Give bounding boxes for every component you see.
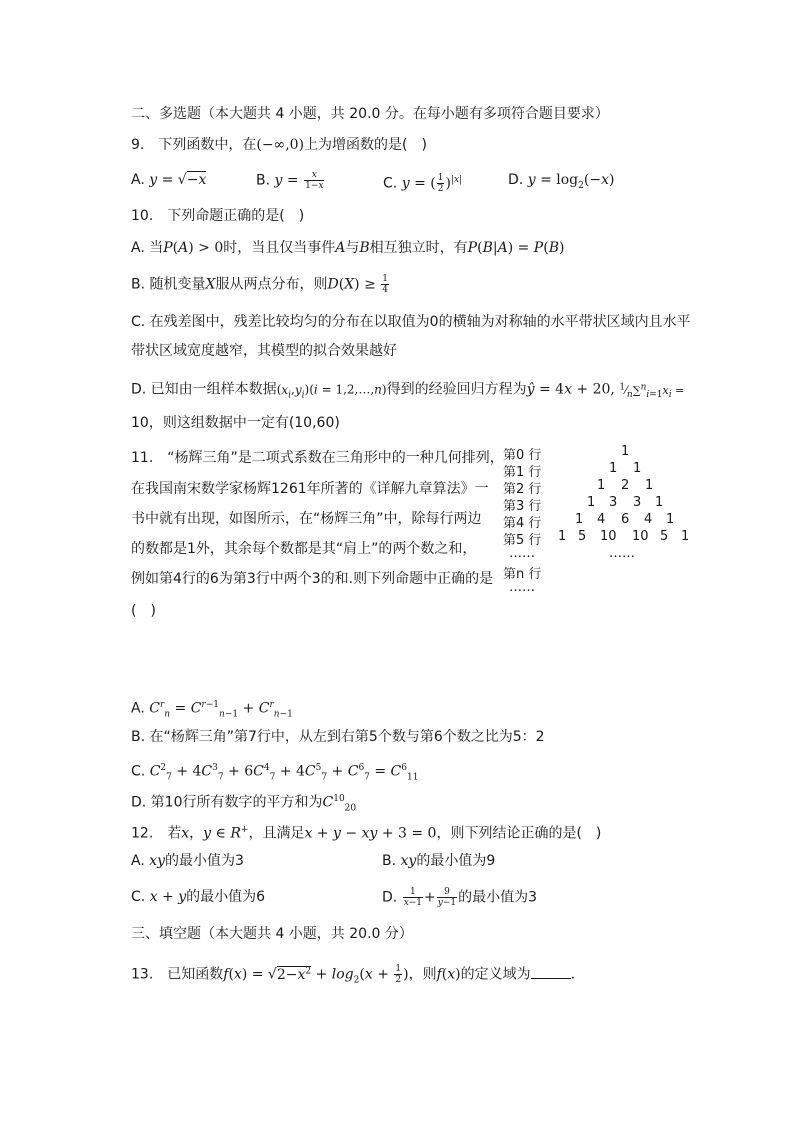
question-11-line2: 在我国南宋数学家杨辉1261年所著的《详解九章算法》一 (131, 481, 489, 497)
question-10-option-c-line2: 带状区域宽度越窄，其模型的拟合效果越好 (131, 343, 397, 359)
triangle-row-label: 第3 行 (503, 499, 542, 514)
question-12-option-d: D. $\frac{1}{x-1}$ + $\frac{9}{y-1}$ 的最小值为3 (382, 887, 538, 908)
triangle-number: 1 (621, 444, 630, 459)
triangle-number: 3 (609, 495, 618, 510)
triangle-row-label: 第1 行 (503, 465, 542, 480)
triangle-number: 1 (655, 495, 664, 510)
answer-blank[interactable] (531, 964, 571, 979)
question-12-option-b: B. xy的最小值为9 (382, 853, 496, 869)
question-9-option-c: C. y = ( $\frac{1}{2}$ )$^{|x|}$ (383, 173, 463, 195)
question-11-option-d: D. 第10行所有数字的平方和为$C^{10}_{20}$ (131, 794, 357, 814)
question-11-option-c: C. $C^2_7 + 4C^3_7 + 6C^4_7 + 4C^5_7 + C^6_7 = C^6_{11}$ (131, 763, 419, 783)
triangle-row-label: …… (509, 546, 535, 561)
question-9-option-a: A. y = √−x (131, 172, 207, 188)
question-10-option-a: A. 当P(A) > 0时，当且仅当事件A与B相互独立时，有P(B|A) = P(B) (131, 240, 565, 256)
question-13-stem: 13. 已知函数$f(x) = √2-x^2 + \log_2(x$ + $\frac{1}{2}$ )，则f(x)的定义域为 ． (131, 964, 585, 986)
triangle-number: 4 (597, 512, 606, 527)
question-11-line6: ( ) (131, 603, 156, 619)
section-3-header: 三、填空题（本大题共 4 小题，共 20.0 分） (131, 926, 413, 942)
yanghui-triangle-figure (503, 444, 703, 604)
triangle-row-label: 第0 行 (503, 448, 542, 463)
question-10-stem: 10. 下列命题正确的是( ) (131, 208, 305, 224)
question-12-option-c: C. x + y的最小值为6 (131, 889, 266, 905)
question-11-line4: 的数都是1外，其余每个数都是其“肩上”的两个数之和， (131, 541, 477, 557)
question-11-option-a: A. $C^r_n = C^{r-1}_{n-1} + C^r_{n-1}$ (131, 700, 293, 720)
question-10-option-b: B. 随机变量X服从两点分布，则D(X) ≥ $\frac{1}{4}$ (131, 274, 388, 295)
triangle-number: 10 (632, 529, 649, 544)
question-11-line1: 11. “杨辉三角”是二项式系数在三角形中的一种几何排列， (131, 450, 504, 466)
triangle-number: 1 (587, 495, 596, 510)
question-10-option-d-line1: D. 已知由一组样本数据$(x_i,y_i)(i$ = 1,2,…,n)得到的经验回归方程为ŷ = 4x + 20, $^1⁄_n\sum^n_{i=1}x_i$ = (131, 381, 685, 401)
triangle-number: 2 (621, 478, 630, 493)
triangle-number: 1 (597, 478, 606, 493)
triangle-number: 4 (644, 512, 653, 527)
question-11-line5: 例如第4行的6为第3行中两个3的和.则下列命题中正确的是 (131, 571, 494, 587)
triangle-row-label: 第2 行 (503, 482, 542, 497)
triangle-number: 10 (600, 529, 617, 544)
triangle-number: 5 (660, 529, 669, 544)
question-9-stem: 9. 下列函数中，在(−∞,0)上为增函数的是( ) (131, 137, 427, 153)
triangle-number: 1 (666, 512, 675, 527)
question-10-option-c-line1: C. 在残差图中，残差比较均匀的分布在以取值为0的横轴为对称轴的水平带状区域内且水平 (131, 314, 691, 330)
question-9-option-d: D. $y = \log_2(-x)$ (508, 172, 615, 191)
question-11-line3: 书中就有出现，如图所示，在“杨辉三角”中，除每行两边 (131, 511, 482, 527)
question-11-option-b: B. 在“杨辉三角”第7行中，从左到右第5个数与第6个数之比为5：2 (131, 729, 545, 745)
triangle-row-label: 第4 行 (503, 516, 542, 531)
triangle-row-label: …… (509, 580, 535, 595)
question-10-option-d-line2: 10，则这组数据中一定有(10,60) (131, 415, 340, 431)
triangle-number: 1 (681, 529, 690, 544)
triangle-number: 1 (645, 478, 654, 493)
section-2-header: 二、多选题（本大题共 4 小题，共 20.0 分。在每小题有多项符合题目要求） (131, 106, 609, 122)
triangle-row-label: 第n 行 (503, 567, 542, 582)
triangle-number: 1 (633, 461, 642, 476)
question-9-option-b: B. y = $\frac{x}{1-x}$ (256, 170, 324, 191)
triangle-ellipsis: …… (609, 546, 635, 561)
triangle-number: 6 (621, 512, 630, 527)
triangle-number: 1 (609, 461, 618, 476)
triangle-number: 1 (558, 529, 567, 544)
triangle-number: 3 (633, 495, 642, 510)
triangle-number: 1 (575, 512, 584, 527)
triangle-row-label: 第5 行 (503, 533, 542, 548)
question-12-option-a: A. xy的最小值为3 (131, 853, 244, 869)
triangle-number: 5 (578, 529, 587, 544)
question-12-stem: 12. 若x，y ∈ R+，且满足x + y − xy + 3 = 0，则下列结论正确的是( ) (131, 825, 602, 842)
